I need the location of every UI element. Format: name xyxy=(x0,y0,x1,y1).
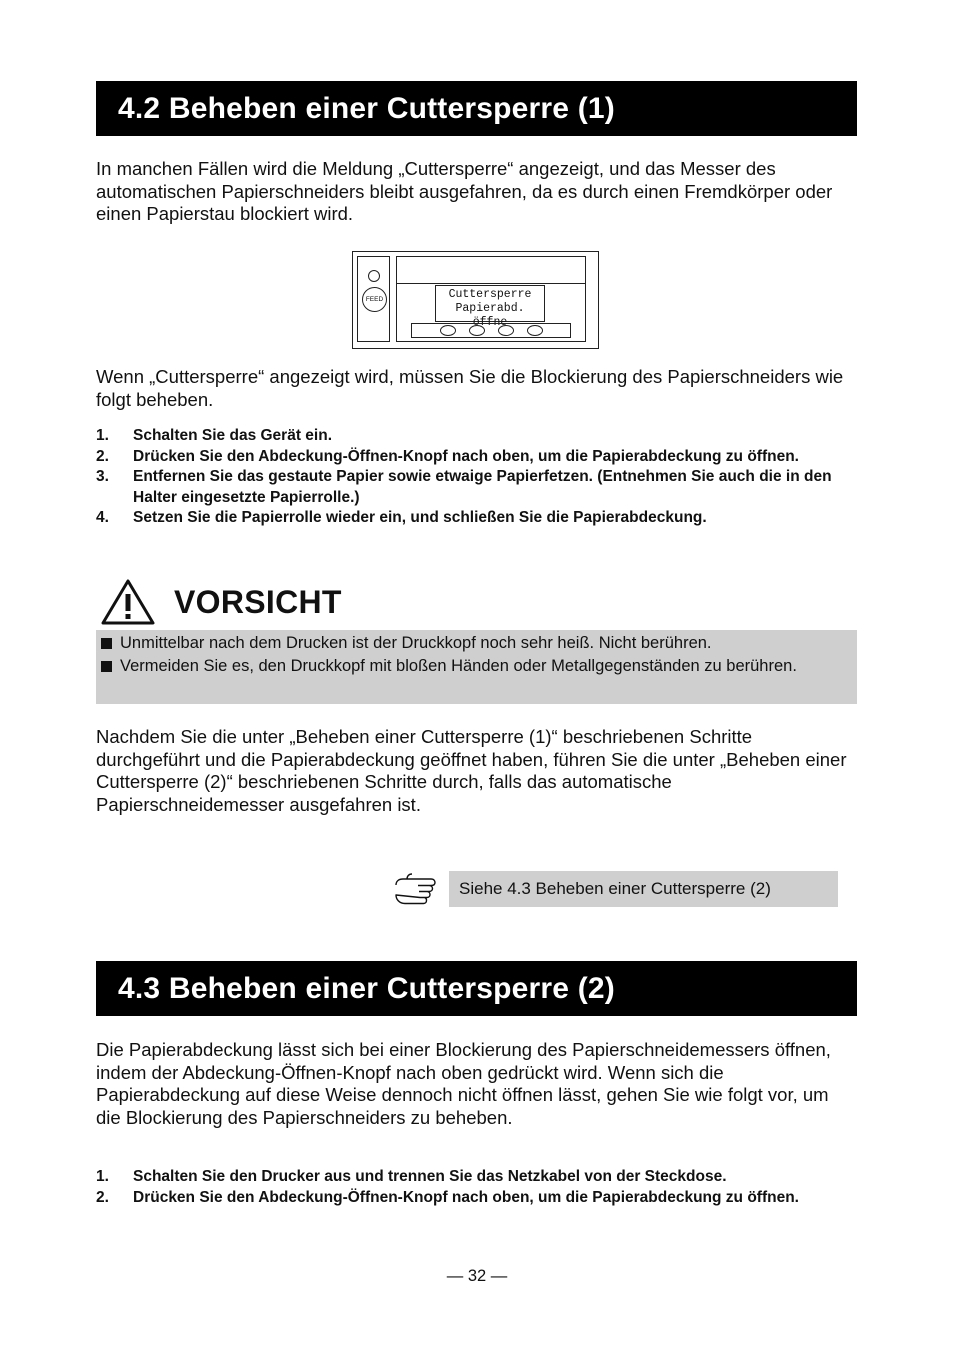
step-number: 3. xyxy=(96,468,109,485)
oval-key-icon xyxy=(440,325,456,336)
oval-key-icon xyxy=(527,325,543,336)
oval-key-icon xyxy=(498,325,514,336)
steps-list-4-3 xyxy=(96,1167,858,1208)
step-item xyxy=(96,508,858,529)
display-line-2: Papierabd. öffne xyxy=(455,302,525,329)
step-number: 2. xyxy=(96,1188,109,1206)
step-text: Schalten Sie das Gerät ein. xyxy=(133,427,332,444)
display-line-1: Cuttersperre xyxy=(448,288,532,301)
caution-box xyxy=(96,630,857,704)
step-text: Drücken Sie den Abdeckung-Öffnen-Knopf nach oben, um die Papierabdeckung zu öffnen. xyxy=(133,1188,799,1206)
step-text: Setzen Sie die Papierrolle wieder ein, und schließen Sie die Papierabdeckung. xyxy=(133,509,707,526)
display-message xyxy=(435,285,545,329)
caution-item xyxy=(100,655,857,678)
step-item xyxy=(96,467,858,508)
step-number: 2. xyxy=(96,447,109,465)
caution-item-text: Vermeiden Sie es, den Druckkopf mit bloßen Händen oder Metallgegenständen zu berühren. xyxy=(120,656,797,675)
pointing-hand-icon xyxy=(393,871,441,907)
after-caution-paragraph: Nachdem Sie die unter „Beheben einer Cuttersperre (1)“ beschriebenen Schritte durchgeführt und die Papierabdeckung geöffnet haben, führen Sie die unter „Beheben einer Cuttersperre (2)“ beschriebenen Schritte durch, falls das automatische Papierschneidemesser ausgefahren ist. xyxy=(96,726,847,815)
square-bullet-icon xyxy=(101,661,112,672)
button-panel xyxy=(357,256,390,342)
caution-item xyxy=(100,632,857,655)
after-display-paragraph: Wenn „Cuttersperre“ angezeigt wird, müssen Sie die Blockierung des Papierschneiders wie folgt beheben. xyxy=(96,366,844,410)
step-text: Schalten Sie den Drucker aus und trennen Sie das Netzkabel von der Steckdose. xyxy=(133,1168,727,1185)
step-number: 4. xyxy=(96,509,109,526)
intro-paragraph: In manchen Fällen wird die Meldung „Cuttersperre“ angezeigt, und das Messer des automatischen Papierschneiders bleibt ausgefahren, da es durch einen Fremdkörper oder einen Papierstau blockiert wird. xyxy=(96,158,833,224)
oval-key-icon xyxy=(469,325,485,336)
step-item xyxy=(96,426,858,447)
section-heading-4-2: 4.2 Beheben einer Cuttersperre (1) xyxy=(96,81,857,136)
cross-reference-label: Siehe 4.3 Beheben einer Cuttersperre (2) xyxy=(449,871,838,907)
step-item xyxy=(96,1167,858,1188)
caution-title: VORSICHT xyxy=(174,583,342,620)
step-text: Drücken Sie den Abdeckung-Öffnen-Knopf nach oben, um die Papierabdeckung zu öffnen. xyxy=(133,447,799,465)
step-item xyxy=(96,447,858,468)
step-text: Entfernen Sie das gestaute Papier sowie etwaige Papierfetzen. (Entnehmen Sie auch die in den Halter eingesetzte Papierrolle.) xyxy=(133,468,832,506)
caution-item-text: Unmittelbar nach dem Drucken ist der Druckkopf noch sehr heiß. Nicht berühren. xyxy=(120,634,712,652)
warning-triangle-icon xyxy=(100,578,156,626)
cross-reference xyxy=(393,870,838,907)
step-number: 1. xyxy=(96,1168,109,1185)
display-top-area xyxy=(397,257,585,284)
display-key-row xyxy=(411,323,571,338)
step-number: 1. xyxy=(96,427,109,444)
page-number: — 32 — xyxy=(446,1267,508,1285)
step-item xyxy=(96,1188,858,1209)
feed-button: FEED xyxy=(362,287,387,312)
section2-intro-paragraph: Die Papierabdeckung lässt sich bei einer Blockierung des Papierschneidemessers öffnen, indem der Abdeckung-Öffnen-Knopf nach oben gedrückt wird. Wenn sich die Papierabdeckung auf diese Weise dennoch nicht öffnen lässt, gehen Sie wie folgt vor, um die Blockierung des Papierschneiders zu beheben. xyxy=(96,1039,831,1128)
printer-display-illustration xyxy=(352,251,599,349)
section-heading-4-3: 4.3 Beheben einer Cuttersperre (2) xyxy=(96,961,857,1016)
steps-list-4-2 xyxy=(96,426,858,529)
square-bullet-icon xyxy=(101,638,112,649)
display-screen xyxy=(396,256,586,342)
caution-heading xyxy=(100,577,342,627)
power-indicator-icon xyxy=(368,270,380,282)
